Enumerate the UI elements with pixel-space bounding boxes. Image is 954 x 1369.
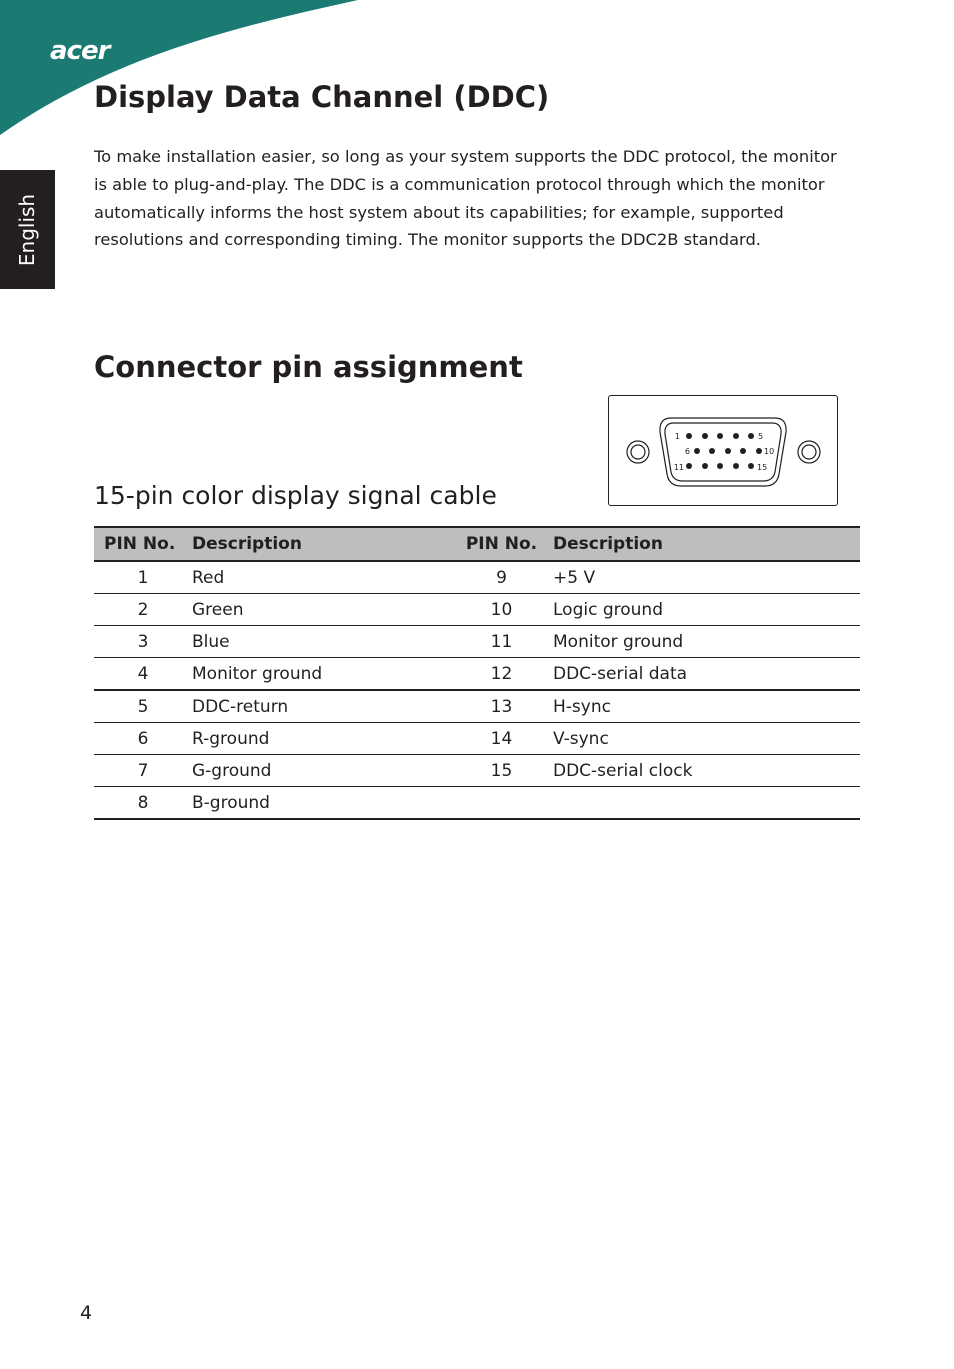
- section-title-connector: Connector pin assignment: [94, 350, 523, 384]
- pin-dot: [733, 433, 739, 439]
- pin-number-cell: 6: [94, 723, 192, 755]
- pin-dot: [725, 448, 731, 454]
- pin-number-cell: 1: [94, 561, 192, 594]
- pin-label-6: 6: [684, 447, 690, 456]
- pin-number-cell: 14: [450, 723, 553, 755]
- connector-pins: [686, 433, 762, 469]
- description-cell: Green: [192, 594, 450, 626]
- pin-number-cell: 2: [94, 594, 192, 626]
- pin-dot: [702, 433, 708, 439]
- left-screw-icon: [627, 441, 649, 463]
- pin-dot: [709, 448, 715, 454]
- table-row: [94, 690, 860, 723]
- acer-logo: acer: [50, 36, 110, 66]
- corner-banner: [0, 0, 360, 140]
- header-description-2: Description: [553, 527, 860, 561]
- language-tab: [0, 170, 55, 289]
- pin-number-cell: 3: [94, 626, 192, 658]
- pin-number-cell: 5: [94, 690, 192, 723]
- pin-dot: [694, 448, 700, 454]
- table-header-row: [94, 527, 860, 561]
- pin-number-cell: 11: [450, 626, 553, 658]
- pin-number-cell: 4: [94, 658, 192, 691]
- section-title-ddc: Display Data Channel (DDC): [94, 80, 550, 114]
- pin-number-cell: 9: [450, 561, 553, 594]
- right-screw-icon: [798, 441, 820, 463]
- pin-number-cell: 7: [94, 755, 192, 787]
- pin-dot: [748, 433, 754, 439]
- connector-diagram: [608, 395, 838, 506]
- pin-dot: [686, 433, 692, 439]
- pin-dot: [756, 448, 762, 454]
- description-cell: Logic ground: [553, 594, 860, 626]
- page-number: 4: [80, 1302, 93, 1324]
- description-cell: H-sync: [553, 690, 860, 723]
- pin-number-cell: 13: [450, 690, 553, 723]
- table-row: [94, 658, 860, 691]
- table-row: [94, 787, 860, 820]
- description-cell: B-ground: [192, 787, 450, 820]
- description-cell: DDC-serial clock: [553, 755, 860, 787]
- cable-subtitle: 15-pin color display signal cable: [94, 481, 497, 510]
- language-tab-label: English: [15, 193, 39, 267]
- table-row: [94, 594, 860, 626]
- pin-dot: [717, 433, 723, 439]
- description-cell: DDC-return: [192, 690, 450, 723]
- table-row: [94, 626, 860, 658]
- pin-dot: [733, 463, 739, 469]
- pin-label-10: 10: [764, 447, 775, 456]
- description-cell: Monitor ground: [553, 626, 860, 658]
- pin-dot: [748, 463, 754, 469]
- pin-dot: [702, 463, 708, 469]
- pin-label-11: 11: [673, 463, 684, 472]
- pin-number-cell: 10: [450, 594, 553, 626]
- description-cell: G-ground: [192, 755, 450, 787]
- pin-number-cell: [450, 787, 553, 820]
- pin-dot: [686, 463, 692, 469]
- pin-assignment-table: [94, 526, 860, 820]
- header-pin-no-1: PIN No.: [94, 527, 192, 561]
- pin-label-5: 5: [758, 432, 764, 441]
- description-cell: [553, 787, 860, 820]
- pin-number-cell: 15: [450, 755, 553, 787]
- description-cell: V-sync: [553, 723, 860, 755]
- description-cell: +5 V: [553, 561, 860, 594]
- pin-label-1: 1: [674, 432, 680, 441]
- description-cell: Red: [192, 561, 450, 594]
- description-cell: R-ground: [192, 723, 450, 755]
- table-row: [94, 723, 860, 755]
- description-cell: DDC-serial data: [553, 658, 860, 691]
- ddc-body-text: To make installation easier, so long as your system supports the DDC protocol, the monitor is able to plug-and-play. The DDC is a communication protocol through which the monitor automatically informs the host system about its capabilities; for example, supported resolutions and corresponding timing. The monitor supports the DDC2B standard.: [94, 147, 837, 250]
- pin-number-cell: 8: [94, 787, 192, 820]
- pin-label-15: 15: [757, 463, 768, 472]
- table-row: [94, 755, 860, 787]
- description-cell: Blue: [192, 626, 450, 658]
- description-cell: Monitor ground: [192, 658, 450, 691]
- header-pin-no-2: PIN No.: [450, 527, 553, 561]
- pin-dot: [717, 463, 723, 469]
- pin-number-cell: 12: [450, 658, 553, 691]
- header-description-1: Description: [192, 527, 450, 561]
- pin-dot: [740, 448, 746, 454]
- table-row: [94, 561, 860, 594]
